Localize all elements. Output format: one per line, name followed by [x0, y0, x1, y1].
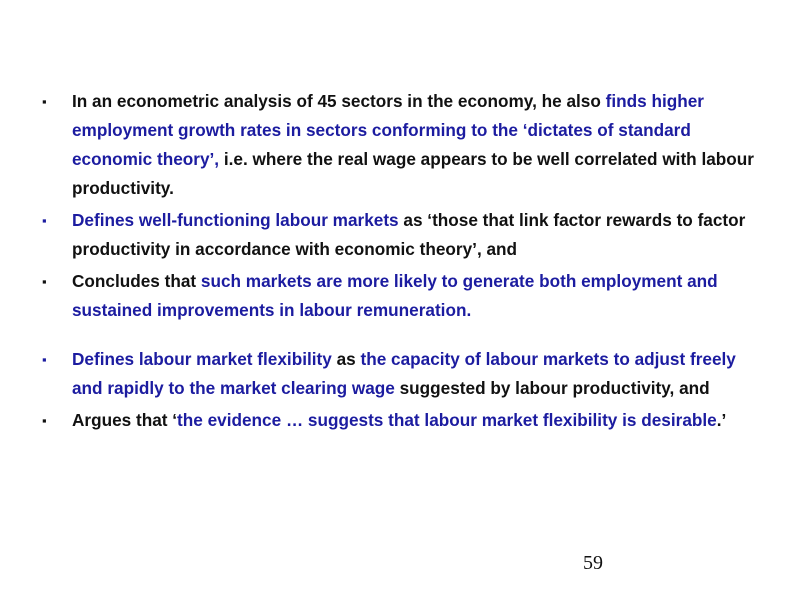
bullet-square-icon: ▪ [42, 352, 47, 367]
bullet-list [42, 87, 762, 438]
bullet-item [42, 406, 762, 435]
bullet-square-icon: ▪ [42, 274, 47, 289]
bullet-text-segment: Argues that ‘ [72, 410, 178, 430]
bullet-item [42, 206, 762, 264]
bullet-text-segment-highlight: the evidence … suggests that labour market flexibility is desirable [177, 410, 717, 430]
bullet-square-icon: ▪ [42, 213, 47, 228]
bullet-text-segment-highlight: Defines labour market flexibility [72, 349, 332, 369]
bullet-item [42, 345, 762, 403]
bullet-text-segment-highlight: finds higher employment growth rates in sectors conforming to the ‘dictates of standard economic theory’, [72, 91, 704, 169]
bullet-square-icon: ▪ [42, 413, 47, 428]
bullet-item [42, 87, 762, 203]
bullet-text-segment: as ‘those that link factor rewards to factor productivity in accordance with economic theory’, and [72, 210, 746, 259]
bullet-text-segment-highlight: the capacity of labour markets to adjust freely and rapidly to the market clearing wage [72, 349, 736, 398]
page-number: 59 [583, 552, 603, 574]
bullet-square-icon: ▪ [42, 94, 47, 109]
bullet-text-segment: In an econometric analysis of 45 sectors in the economy, he also [72, 91, 606, 111]
bullet-text-segment-highlight: Defines well-functioning labour markets [72, 210, 399, 230]
bullet-text-segment: .’ [716, 410, 727, 430]
bullet-text-segment: suggested by labour productivity, and [394, 378, 710, 398]
bullet-text-segment-highlight: such markets are more likely to generate both employment and sustained improvements in labour remuneration. [72, 271, 718, 320]
bullet-text-segment: as [331, 349, 361, 369]
bullet-text-segment: i.e. where the real wage appears to be well correlated with labour productivity. [72, 149, 754, 198]
bullet-item [42, 267, 762, 325]
bullet-text-segment: Concludes that [72, 271, 201, 291]
